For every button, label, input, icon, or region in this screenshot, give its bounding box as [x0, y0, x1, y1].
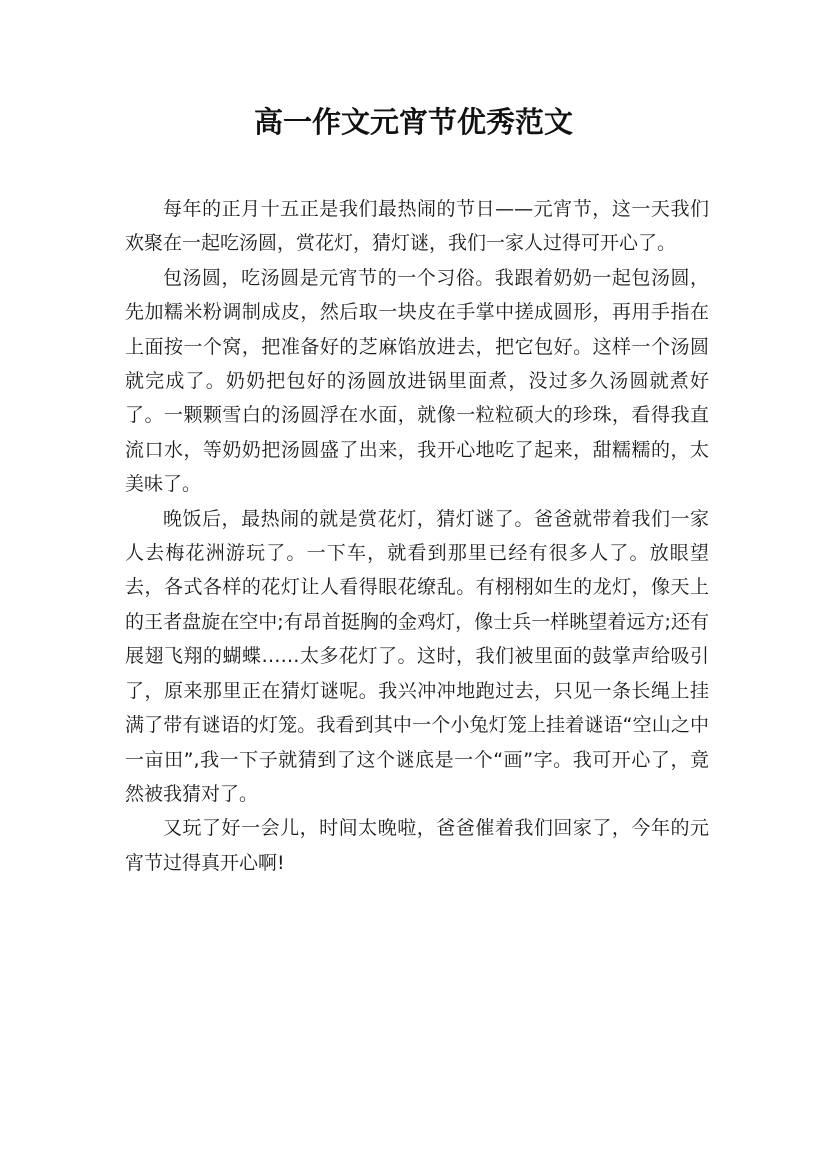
- paragraph-1: 每年的正月十五正是我们最热闹的节日——元宵节，这一天我们欢聚在一起吃汤圆，赏花灯，猜灯谜，我们一家人过得可开心了。: [125, 198, 709, 255]
- paragraph-3: 晚饭后，最热闹的就是赏花灯，猜灯谜了。爸爸就带着我们一家人去梅花洲游玩了。一下车，就看到那里已经有很多人了。放眼望去，各式各样的花灯让人看得眼花缭乱。有栩栩如生的龙灯，像天上的王者盘旋在空中;有昂首挺胸的金鸡灯，像士兵一样眺望着远方;还有展翅飞翔的蝴蝶……太多花灯了。这时，我们被里面的鼓掌声给吸引了，原来那里正在猜灯谜呢。我兴冲冲地跑过去，只见一条长绳上挂满了带有谜语的灯笼。我看到其中一个小兔灯笼上挂着谜语“空山之中一亩田”,我一下子就猜到了这个谜底是一个“画”字。我可开心了，竟然被我猜对了。: [125, 507, 709, 805]
- document-title: 高一作文元宵节优秀范文: [253, 105, 573, 139]
- paragraph-4: 又玩了好一会儿，时间太晚啦，爸爸催着我们回家了，今年的元宵节过得真开心啊!: [125, 817, 709, 874]
- document-body: [125, 192, 709, 880]
- paragraph-2: 包汤圆，吃汤圆是元宵节的一个习俗。我跟着奶奶一起包汤圆，先加糯米粉调制成皮，然后取一块皮在手掌中搓成圆形，再用手指在上面按一个窝，把准备好的芝麻馅放进去，把它包好。这样一个汤圆就完成了。奶奶把包好的汤圆放进锅里面煮，没过多久汤圆就煮好了。一颗颗雪白的汤圆浮在水面，就像一粒粒硕大的珍珠，看得我直流口水，等奶奶把汤圆盛了出来，我开心地吃了起来，甜糯糯的，太美味了。: [125, 266, 709, 496]
